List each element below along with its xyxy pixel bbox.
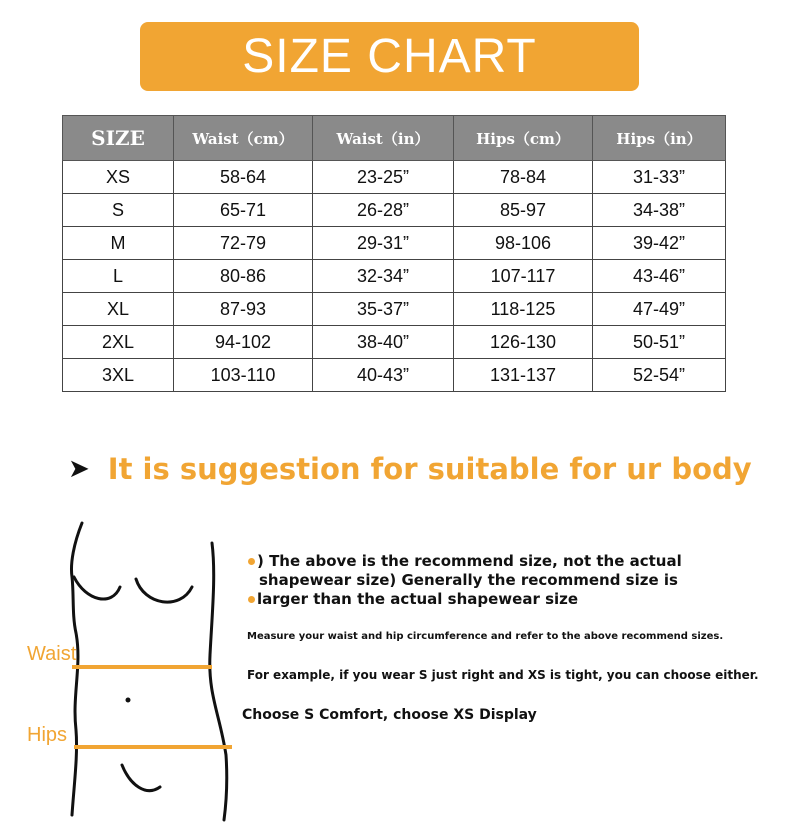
size-table [62, 115, 726, 392]
cell-waist-in: 35-37” [313, 293, 454, 326]
cell-waist-in: 26-28” [313, 194, 454, 227]
header-waist-cm: Waist（cm） [174, 116, 313, 161]
note-line-1: ) The above is the recommend size, not the actual [248, 552, 682, 570]
cell-size: XL [63, 293, 174, 326]
cell-hips-cm: 85-97 [454, 194, 593, 227]
navel-mark [126, 698, 131, 703]
cell-size: 2XL [63, 326, 174, 359]
bust-curve-right [136, 579, 192, 602]
table-row [63, 326, 726, 359]
cell-size: L [63, 260, 174, 293]
bullet-dot-icon [248, 558, 255, 565]
suggestion-line [68, 452, 752, 486]
cell-waist-cm: 65-71 [174, 194, 313, 227]
note-line-2: shapewear size) Generally the recommend size is [259, 571, 678, 589]
cell-waist-in: 29-31” [313, 227, 454, 260]
waist-label: Waist [27, 643, 77, 665]
cell-hips-cm: 126-130 [454, 326, 593, 359]
right-side-line [210, 543, 227, 820]
table-row [63, 359, 726, 392]
cell-hips-in: 47-49” [593, 293, 726, 326]
cell-waist-cm: 94-102 [174, 326, 313, 359]
table-row [63, 194, 726, 227]
header-hips-cm: Hips（cm） [454, 116, 593, 161]
cell-hips-in: 34-38” [593, 194, 726, 227]
cell-hips-cm: 131-137 [454, 359, 593, 392]
cell-waist-in: 38-40” [313, 326, 454, 359]
table-row [63, 227, 726, 260]
cell-hips-in: 43-46” [593, 260, 726, 293]
cell-size: 3XL [63, 359, 174, 392]
table-row [63, 293, 726, 326]
cell-waist-cm: 87-93 [174, 293, 313, 326]
groin-line [122, 765, 160, 791]
table-header-row [63, 116, 726, 161]
suggestion-text: It is suggestion for suitable for ur body [107, 452, 752, 486]
bust-curve-left [74, 577, 120, 599]
cell-hips-cm: 98-106 [454, 227, 593, 260]
cell-hips-cm: 107-117 [454, 260, 593, 293]
cell-hips-in: 39-42” [593, 227, 726, 260]
cell-size: XS [63, 161, 174, 194]
cell-waist-cm: 58-64 [174, 161, 313, 194]
page-title: SIZE CHART [242, 30, 537, 83]
example-text: For example, if you wear S just right and XS is tight, you can choose either. [247, 668, 759, 682]
cell-waist-cm: 103-110 [174, 359, 313, 392]
cell-waist-cm: 72-79 [174, 227, 313, 260]
cell-waist-in: 23-25” [313, 161, 454, 194]
hips-label: Hips [27, 724, 68, 746]
cell-waist-cm: 80-86 [174, 260, 313, 293]
choose-text: Choose S Comfort, choose XS Display [242, 707, 537, 723]
arrow-right-icon: ➤ [68, 454, 90, 484]
size-chart-banner [140, 22, 639, 91]
cell-waist-in: 40-43” [313, 359, 454, 392]
note-line-3: larger than the actual shapewear size [248, 590, 578, 608]
cell-size: S [63, 194, 174, 227]
cell-hips-in: 52-54” [593, 359, 726, 392]
cell-hips-in: 50-51” [593, 326, 726, 359]
cell-hips-cm: 78-84 [454, 161, 593, 194]
cell-size: M [63, 227, 174, 260]
bullet-dot-icon [248, 596, 255, 603]
table-row [63, 161, 726, 194]
measure-instruction: Measure your waist and hip circumference and refer to the above recommend sizes. [247, 631, 724, 642]
table-row [63, 260, 726, 293]
cell-hips-in: 31-33” [593, 161, 726, 194]
header-size: SIZE [63, 116, 174, 161]
header-waist-in: Waist（in） [313, 116, 454, 161]
body-outline-figure [20, 515, 250, 826]
header-hips-in: Hips（in） [593, 116, 726, 161]
cell-hips-cm: 118-125 [454, 293, 593, 326]
cell-waist-in: 32-34” [313, 260, 454, 293]
